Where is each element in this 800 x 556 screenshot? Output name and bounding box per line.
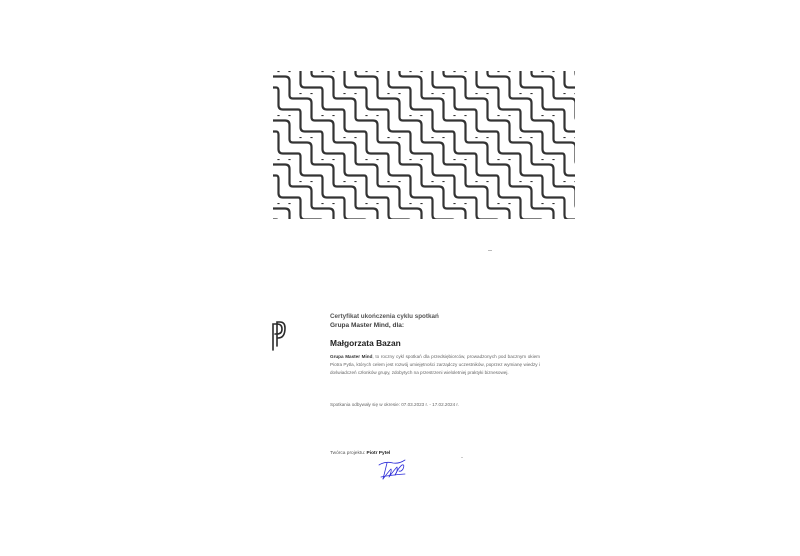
- pattern-stroke: [323, 181, 340, 198]
- pattern-stroke: [422, 181, 428, 187]
- pattern-stroke: [356, 115, 362, 121]
- pattern-tile: [389, 115, 406, 132]
- pattern-stroke: [367, 137, 384, 154]
- pattern-stroke: [565, 159, 576, 176]
- pattern-stroke: [301, 71, 318, 88]
- pattern-tile: [301, 71, 318, 88]
- pattern-stroke: [554, 93, 560, 99]
- pattern-graphic: [273, 71, 575, 219]
- pattern-stroke: [521, 115, 538, 132]
- pattern-tile: [449, 71, 466, 93]
- pattern-tile: [273, 203, 290, 219]
- pattern-tile: [367, 181, 384, 198]
- pattern-tile: [405, 115, 422, 137]
- pattern-tile: [295, 137, 312, 159]
- pattern-tile: [345, 115, 362, 132]
- pattern-stroke: [295, 110, 301, 116]
- pattern-stroke: [510, 181, 516, 187]
- pattern-stroke: [515, 187, 532, 204]
- pattern-tile: [279, 181, 296, 198]
- pattern-stroke: [334, 181, 340, 187]
- pattern-stroke: [559, 99, 575, 116]
- pattern-stroke: [389, 159, 406, 176]
- pattern-stroke: [361, 88, 367, 94]
- pattern-stroke: [455, 93, 472, 110]
- pattern-tile: [427, 181, 444, 203]
- pattern-stroke: [295, 99, 312, 116]
- pattern-stroke: [537, 77, 554, 94]
- pattern-stroke: [405, 88, 411, 94]
- creator-label: Twórca projektu:: [330, 451, 366, 456]
- pattern-stroke: [510, 93, 516, 99]
- pattern-stroke: [471, 110, 477, 116]
- pattern-tile: [477, 203, 494, 219]
- pattern-stroke: [537, 88, 543, 94]
- pattern-tile: [383, 181, 400, 203]
- pattern-tile: [383, 137, 400, 159]
- pattern-stroke: [543, 93, 560, 110]
- pattern-stroke: [383, 110, 389, 116]
- pattern-stroke: [449, 176, 455, 182]
- pattern-stroke: [273, 121, 290, 138]
- pattern-stroke: [532, 115, 538, 121]
- pattern-stroke: [521, 71, 538, 88]
- pattern-stroke: [565, 203, 576, 219]
- pattern-tile: [367, 137, 384, 154]
- pattern-stroke: [317, 88, 323, 94]
- pattern-tile: [411, 181, 428, 198]
- recipient-name: Małgorzata Bazan: [330, 338, 401, 348]
- pattern-stroke: [532, 71, 538, 77]
- pattern-stroke: [427, 187, 444, 204]
- pattern-stroke: [317, 176, 323, 182]
- pattern-tile: [565, 115, 576, 132]
- pattern-stroke: [515, 110, 521, 116]
- certificate-title: Certyfikat ukończenia cyklu spotkań: [330, 313, 439, 320]
- pattern-stroke: [427, 110, 433, 116]
- pattern-stroke: [345, 71, 362, 88]
- pattern-stroke: [400, 159, 406, 165]
- pattern-tile: [301, 159, 318, 176]
- pattern-tile: [339, 93, 356, 115]
- pattern-stroke: [493, 176, 499, 182]
- pattern-tile: [543, 181, 560, 198]
- pattern-stroke: [383, 198, 389, 204]
- pattern-tile: [455, 93, 472, 110]
- pattern-stroke: [493, 77, 510, 94]
- pattern-tile: [433, 71, 450, 88]
- pattern-stroke: [405, 121, 422, 138]
- pattern-tile: [433, 115, 450, 132]
- pattern-stroke: [488, 115, 494, 121]
- pattern-stroke: [493, 121, 510, 138]
- pattern-stroke: [554, 181, 560, 187]
- pattern-stroke: [273, 88, 279, 94]
- pattern-stroke: [383, 143, 400, 160]
- pattern-stroke: [295, 154, 301, 160]
- pattern-stroke: [515, 143, 532, 160]
- pattern-tile: [323, 93, 340, 110]
- pattern-stroke: [444, 71, 450, 77]
- pattern-tile: [515, 137, 532, 159]
- pattern-stroke: [477, 71, 494, 88]
- pattern-stroke: [411, 181, 428, 198]
- pattern-stroke: [449, 77, 466, 94]
- pattern-stroke: [427, 143, 444, 160]
- pattern-stroke: [361, 132, 367, 138]
- pattern-stroke: [400, 71, 406, 77]
- pattern-tile: [537, 71, 554, 93]
- pattern-tile: [427, 93, 444, 115]
- pattern-stroke: [537, 176, 543, 182]
- meeting-dates: Spotkania odbywały się w okresie: 07.03.2023 r. - 17.02.2024 r.: [330, 402, 459, 407]
- pattern-tile: [559, 93, 575, 115]
- pattern-stroke: [499, 137, 516, 154]
- pattern-tile: [515, 93, 532, 115]
- pattern-stroke: [554, 137, 560, 143]
- pattern-stroke: [279, 93, 296, 110]
- pattern-tile: [405, 159, 422, 181]
- creator-line: [330, 451, 390, 456]
- pattern-stroke: [466, 93, 472, 99]
- pattern-stroke: [537, 132, 543, 138]
- pattern-stroke: [301, 115, 318, 132]
- pattern-tile: [537, 115, 554, 137]
- pattern-stroke: [323, 93, 340, 110]
- pattern-stroke: [290, 137, 296, 143]
- pattern-stroke: [543, 137, 560, 154]
- pattern-tile: [323, 137, 340, 154]
- pattern-stroke: [537, 121, 554, 138]
- pattern-stroke: [488, 159, 494, 165]
- description-text: , to roczny cykl spotkań dla przedsiębiorców, prowadzonych pod bacznym okiem Piotra Pytla, których celem jest rozwój umiejętności zarządczy uczestników, poprzez wymianę wiedzy i doświadczeń członków grupy, zdobytych na przestrzeni wieloletniej praktyki biznesowej.: [330, 354, 540, 375]
- pattern-tile: [499, 137, 516, 154]
- pattern-stroke: [301, 203, 318, 219]
- pattern-stroke: [312, 159, 318, 165]
- pattern-tile: [273, 159, 290, 181]
- pattern-stroke: [334, 93, 340, 99]
- pattern-stroke: [427, 154, 433, 160]
- pattern-stroke: [405, 209, 422, 220]
- pattern-tile: [405, 71, 422, 93]
- pattern-tile: [295, 181, 312, 203]
- pattern-stroke: [521, 159, 538, 176]
- pattern-tile: [471, 181, 488, 203]
- pattern-stroke: [273, 209, 290, 220]
- pattern-stroke: [383, 187, 400, 204]
- pattern-tile: [559, 137, 575, 159]
- pattern-stroke: [312, 115, 318, 121]
- pattern-stroke: [378, 181, 384, 187]
- pattern-stroke: [477, 115, 494, 132]
- pattern-stroke: [295, 187, 312, 204]
- pattern-stroke: [493, 88, 499, 94]
- pattern-stroke: [323, 137, 340, 154]
- pattern-tile: [317, 115, 334, 137]
- pattern-stroke: [493, 209, 510, 220]
- pattern-stroke: [444, 203, 450, 209]
- pattern-tile: [279, 93, 296, 110]
- pattern-stroke: [449, 132, 455, 138]
- pattern-tile: [389, 159, 406, 176]
- pattern-tile: [455, 181, 472, 198]
- pattern-stroke: [493, 165, 510, 182]
- pattern-stroke: [361, 121, 378, 138]
- pattern-stroke: [273, 165, 290, 182]
- pattern-stroke: [312, 71, 318, 77]
- creator-name: Piotr Pytel: [366, 451, 391, 456]
- pattern-tile: [565, 159, 576, 176]
- handwritten-signature: [375, 457, 411, 483]
- pattern-stroke: [471, 187, 488, 204]
- pattern-stroke: [389, 115, 406, 132]
- pattern-stroke: [339, 187, 356, 204]
- pattern-stroke: [317, 77, 334, 94]
- pattern-tile: [317, 203, 334, 219]
- pattern-tile: [339, 181, 356, 203]
- pattern-stroke: [378, 137, 384, 143]
- pattern-stroke: [433, 115, 450, 132]
- pattern-tile: [301, 115, 318, 132]
- pattern-stroke: [477, 159, 494, 176]
- pattern-stroke: [339, 198, 345, 204]
- pattern-tile: [295, 93, 312, 115]
- pattern-stroke: [317, 121, 334, 138]
- pattern-tile: [537, 203, 554, 219]
- pattern-stroke: [543, 181, 560, 198]
- pattern-tile: [521, 159, 538, 176]
- pattern-stroke: [427, 198, 433, 204]
- pattern-tile: [471, 93, 488, 115]
- pattern-tile: [477, 71, 494, 88]
- pattern-stroke: [532, 159, 538, 165]
- pattern-stroke: [455, 181, 472, 198]
- pattern-tile: [499, 93, 516, 110]
- pattern-stroke: [449, 165, 466, 182]
- pattern-stroke: [383, 154, 389, 160]
- pattern-tile: [455, 137, 472, 154]
- pattern-stroke: [515, 99, 532, 116]
- pp-logo-icon: [271, 320, 287, 352]
- pattern-tile: [433, 203, 450, 219]
- pattern-stroke: [334, 137, 340, 143]
- pattern-tile: [559, 181, 575, 203]
- pattern-stroke: [339, 99, 356, 116]
- pattern-stroke: [312, 203, 318, 209]
- pattern-tile: [477, 159, 494, 176]
- pattern-stroke: [471, 154, 477, 160]
- pattern-stroke: [444, 159, 450, 165]
- pattern-tile: [537, 159, 554, 181]
- pattern-tile: [521, 71, 538, 88]
- pattern-tile: [345, 159, 362, 176]
- pattern-tile: [515, 181, 532, 203]
- pattern-stroke: [405, 176, 411, 182]
- pattern-tile: [493, 203, 510, 219]
- pattern-stroke: [361, 209, 378, 220]
- pattern-stroke: [510, 137, 516, 143]
- pattern-stroke: [295, 143, 312, 160]
- pattern-tile: [345, 203, 362, 219]
- pattern-stroke: [339, 110, 345, 116]
- pattern-stroke: [422, 137, 428, 143]
- pattern-stroke: [405, 165, 422, 182]
- pattern-stroke: [559, 154, 565, 160]
- pattern-stroke: [433, 159, 450, 176]
- pattern-stroke: [411, 137, 428, 154]
- pattern-stroke: [565, 115, 576, 132]
- pattern-tile: [339, 137, 356, 159]
- pattern-stroke: [433, 71, 450, 88]
- pattern-stroke: [537, 165, 554, 182]
- pattern-stroke: [290, 93, 296, 99]
- pattern-tile: [521, 203, 538, 219]
- pattern-stroke: [345, 203, 362, 219]
- pattern-tile: [345, 71, 362, 88]
- pattern-stroke: [339, 154, 345, 160]
- small-mark-2: [461, 457, 463, 458]
- pattern-tile: [273, 71, 290, 93]
- pattern-stroke: [317, 165, 334, 182]
- pattern-tile: [433, 159, 450, 176]
- pattern-stroke: [361, 77, 378, 94]
- pattern-tile: [543, 137, 560, 154]
- pattern-stroke: [383, 99, 400, 116]
- pattern-stroke: [449, 121, 466, 138]
- pattern-stroke: [532, 203, 538, 209]
- pattern-stroke: [361, 165, 378, 182]
- pattern-tile: [361, 71, 378, 93]
- pattern-tile: [521, 115, 538, 132]
- pattern-tile: [493, 159, 510, 181]
- pattern-stroke: [537, 209, 554, 220]
- pattern-stroke: [367, 181, 384, 198]
- pattern-tile: [273, 115, 290, 137]
- description-paragraph: [330, 353, 540, 376]
- small-mark: [488, 250, 492, 251]
- pattern-stroke: [565, 71, 576, 88]
- pattern-stroke: [477, 203, 494, 219]
- pattern-tile: [565, 203, 576, 219]
- pattern-tile: [493, 71, 510, 93]
- pattern-tile: [361, 203, 378, 219]
- pattern-stroke: [427, 99, 444, 116]
- pattern-stroke: [273, 176, 279, 182]
- pattern-stroke: [361, 176, 367, 182]
- pattern-tile: [449, 203, 466, 219]
- pattern-tile: [543, 93, 560, 110]
- pattern-tile: [471, 137, 488, 159]
- pattern-stroke: [389, 203, 406, 219]
- pattern-tile: [323, 181, 340, 198]
- pattern-stroke: [455, 137, 472, 154]
- pattern-stroke: [471, 99, 488, 116]
- pattern-stroke: [405, 132, 411, 138]
- pattern-stroke: [449, 209, 466, 220]
- pattern-stroke: [559, 110, 565, 116]
- pattern-stroke: [499, 181, 516, 198]
- pattern-tile: [279, 137, 296, 154]
- pattern-stroke: [279, 181, 296, 198]
- pattern-stroke: [411, 93, 428, 110]
- pattern-stroke: [317, 209, 334, 220]
- pattern-stroke: [345, 115, 362, 132]
- pattern-stroke: [301, 159, 318, 176]
- pattern-stroke: [493, 132, 499, 138]
- pattern-stroke: [290, 181, 296, 187]
- pattern-tile: [449, 115, 466, 137]
- pattern-stroke: [389, 71, 406, 88]
- pattern-stroke: [273, 132, 279, 138]
- pattern-stroke: [559, 198, 565, 204]
- pattern-stroke: [400, 203, 406, 209]
- description-bold: Grupa Master Mind: [330, 354, 373, 359]
- pattern-stroke: [405, 77, 422, 94]
- pattern-tile: [405, 203, 422, 219]
- pattern-stroke: [466, 137, 472, 143]
- pattern-stroke: [515, 154, 521, 160]
- pattern-stroke: [422, 93, 428, 99]
- pattern-stroke: [433, 203, 450, 219]
- pattern-stroke: [559, 143, 575, 160]
- pattern-tile: [499, 181, 516, 198]
- pattern-stroke: [279, 137, 296, 154]
- header-geometric-pattern: [273, 71, 575, 219]
- pattern-stroke: [471, 198, 477, 204]
- pattern-tile: [317, 159, 334, 181]
- pattern-tile: [301, 203, 318, 219]
- pattern-stroke: [345, 159, 362, 176]
- pattern-stroke: [559, 187, 575, 204]
- pattern-tile: [411, 137, 428, 154]
- pattern-tile: [389, 71, 406, 88]
- group-line: Grupa Master Mind, dla:: [330, 322, 405, 329]
- pattern-stroke: [356, 159, 362, 165]
- pattern-stroke: [499, 93, 516, 110]
- pattern-stroke: [471, 143, 488, 160]
- pattern-stroke: [515, 198, 521, 204]
- pattern-tile: [449, 159, 466, 181]
- pattern-tile: [411, 93, 428, 110]
- pattern-stroke: [449, 88, 455, 94]
- pattern-tile: [383, 93, 400, 115]
- pattern-stroke: [488, 203, 494, 209]
- pattern-stroke: [367, 93, 384, 110]
- pattern-stroke: [356, 71, 362, 77]
- pattern-tile: [317, 71, 334, 93]
- pattern-tile: [367, 93, 384, 110]
- pattern-tile: [565, 71, 576, 88]
- pattern-stroke: [378, 93, 384, 99]
- pattern-stroke: [444, 115, 450, 121]
- pattern-tile: [361, 159, 378, 181]
- pattern-tile: [389, 203, 406, 219]
- pattern-stroke: [317, 132, 323, 138]
- pattern-stroke: [488, 71, 494, 77]
- pattern-stroke: [521, 203, 538, 219]
- pattern-stroke: [295, 198, 301, 204]
- pattern-stroke: [356, 203, 362, 209]
- pattern-stroke: [466, 181, 472, 187]
- pattern-stroke: [273, 77, 290, 94]
- pattern-stroke: [339, 143, 356, 160]
- pattern-stroke: [400, 115, 406, 121]
- pattern-tile: [427, 137, 444, 159]
- pattern-tile: [493, 115, 510, 137]
- pattern-tile: [477, 115, 494, 132]
- pattern-tile: [361, 115, 378, 137]
